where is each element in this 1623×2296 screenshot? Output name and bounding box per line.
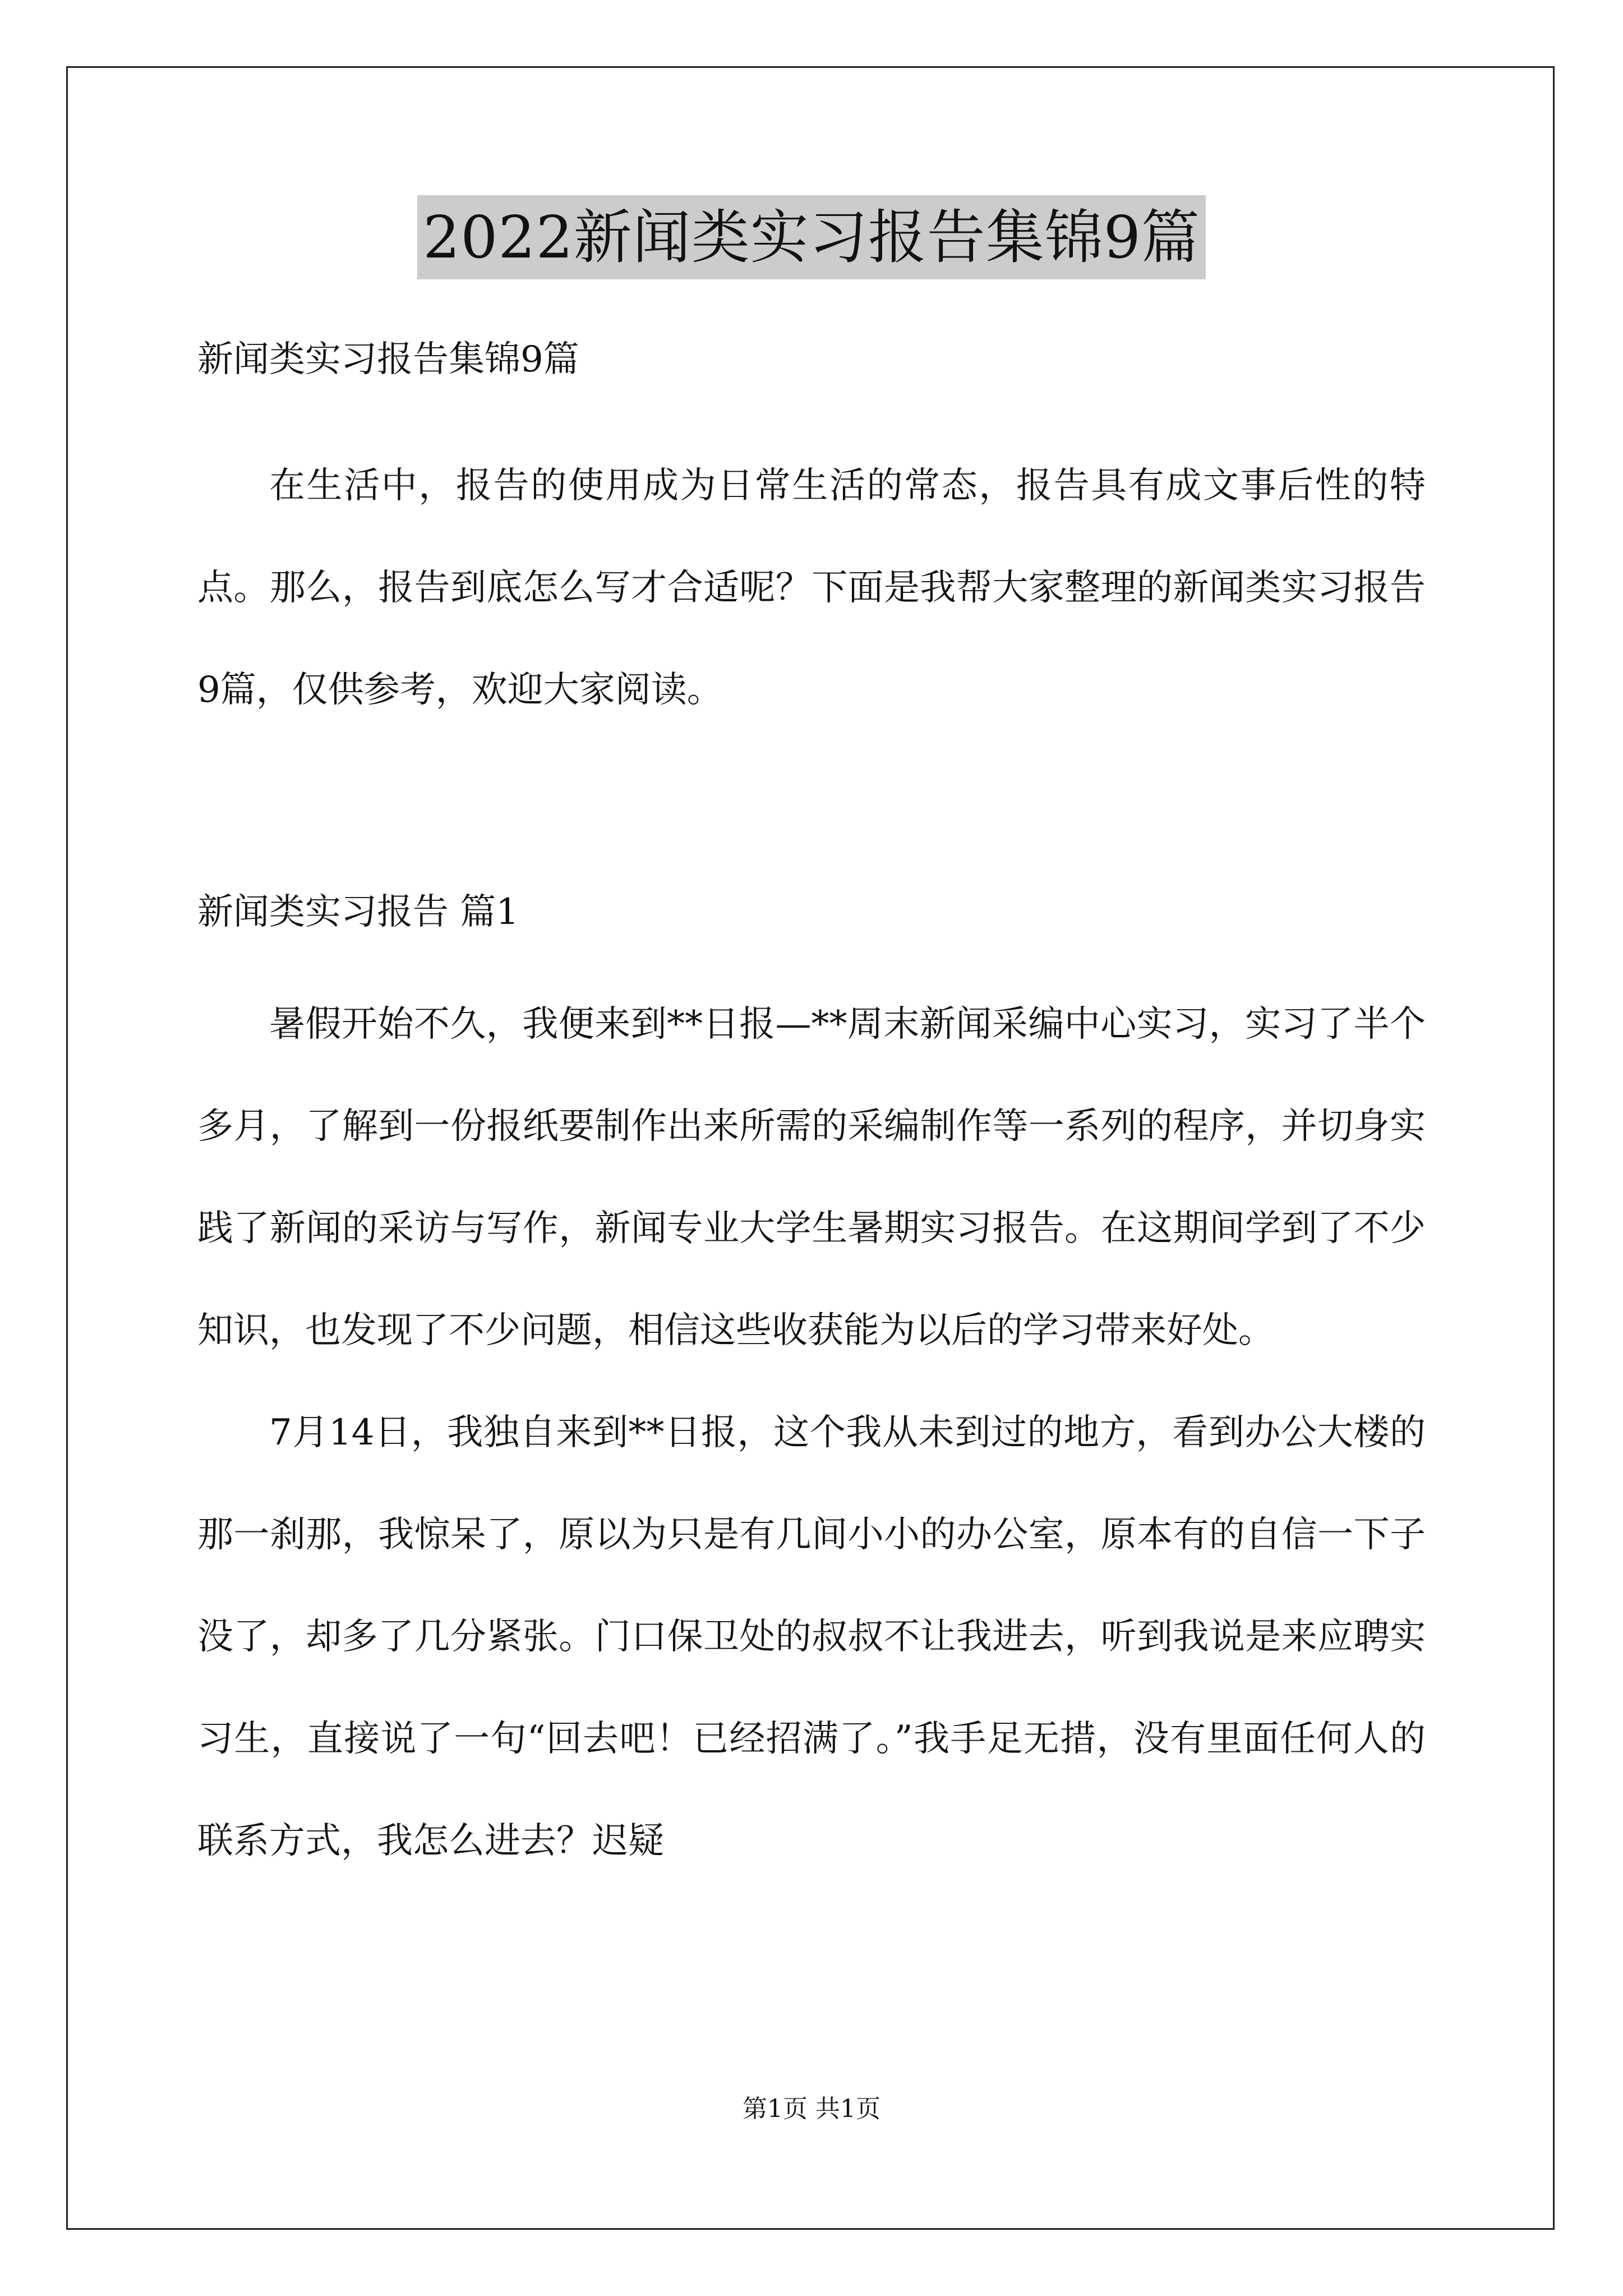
title-container: [0, 195, 1623, 279]
page-footer: [0, 2092, 1623, 2126]
intro-paragraph: 在生活中，报告的使用成为日常生活的常态，报告具有成文事后性的特点。那么，报告到底怎么写才合适呢？下面是我帮大家整理的新闻类实习报告9篇，仅供参考，欢迎大家阅读。: [197, 465, 1426, 711]
document-subtitle: [197, 309, 1426, 411]
section-heading: [197, 861, 1426, 963]
intro-block: [197, 435, 1426, 741]
body-paragraph-2: 7月14日，我独自来到**日报，这个我从未到过的地方，看到办公大楼的那一刹那，我惊呆了，原以为只是有几间小小的办公室，原本有的自信一下子没了，却多了几分紧张。门口保卫处的叔叔不让我进去，听到我说是来应聘实习生，直接说了一句“回去吧！已经招满了。”我手足无措，没有里面任何人的联系方式，我怎么进去？迟疑: [197, 1412, 1426, 1862]
section-body: [197, 973, 1426, 1892]
document-title: 2022新闻类实习报告集锦9篇: [417, 195, 1206, 279]
section-heading-text: 新闻类实习报告 篇1: [197, 891, 519, 933]
page-number: 第1页 共1页: [743, 2095, 880, 2123]
subtitle-text: 新闻类实习报告集锦9篇: [197, 339, 579, 380]
body-paragraph-1: 暑假开始不久，我便来到**日报—**周末新闻采编中心实习，实习了半个多月，了解到一份报纸要制作出来所需的采编制作等一系列的程序，并切身实践了新闻的采访与写作，新闻专业大学生暑期实习报告。在这期间学到了不少知识，也发现了不少问题，相信这些收获能为以后的学习带来好处。: [197, 1004, 1426, 1351]
